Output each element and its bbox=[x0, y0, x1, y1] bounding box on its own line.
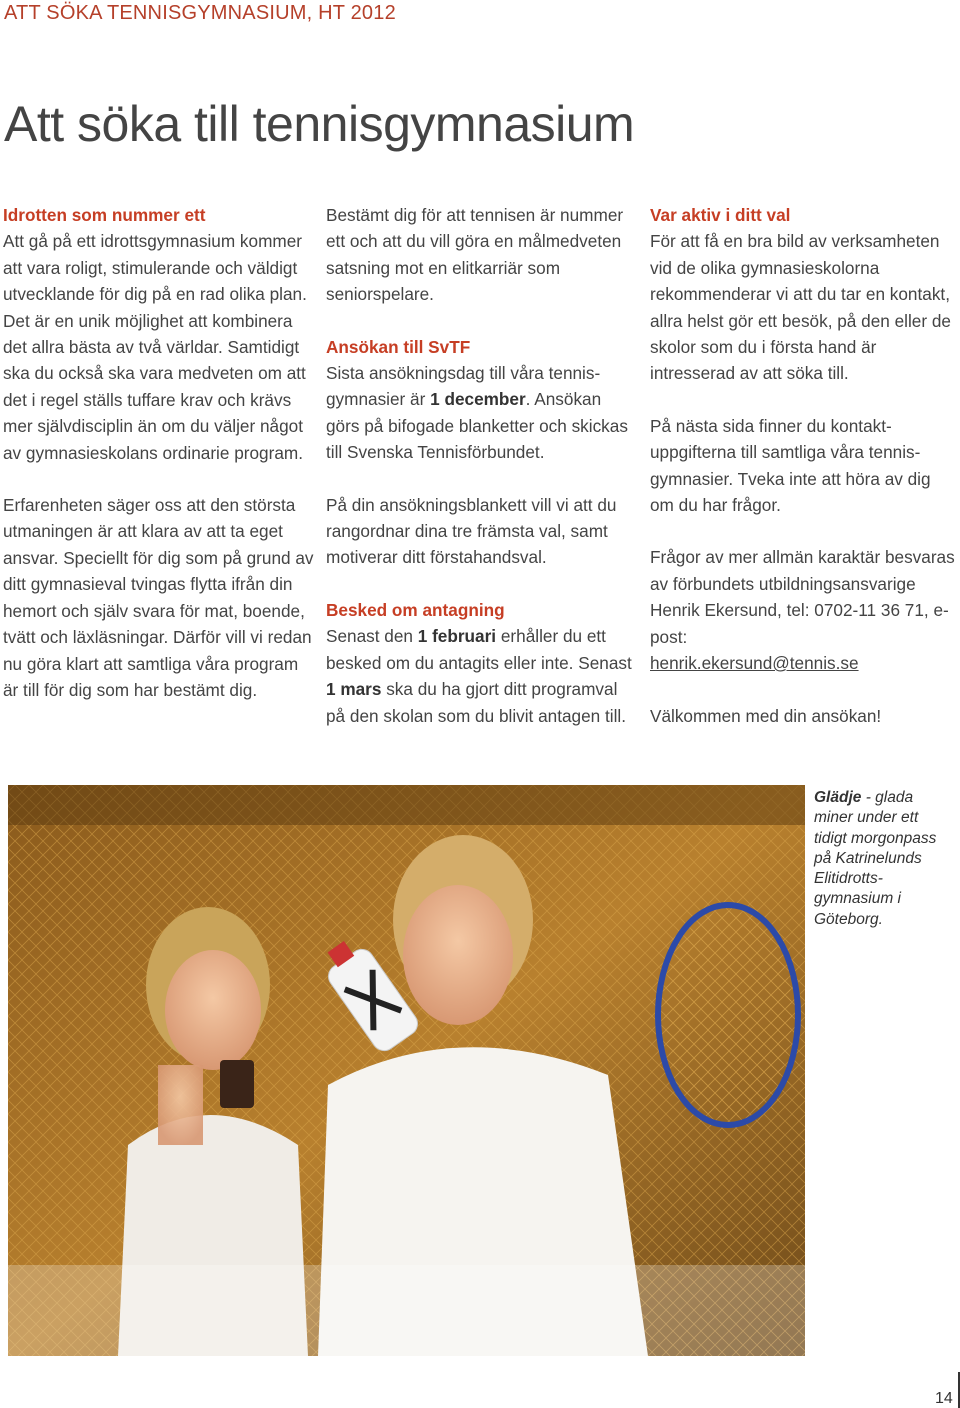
paragraph bbox=[3, 202, 315, 466]
paragraph bbox=[326, 334, 636, 466]
answer-date: 1 februari bbox=[417, 626, 497, 647]
column-left bbox=[3, 202, 315, 729]
text-run: Sista ansökningsdag till våra tennisgymnasier är bbox=[326, 363, 601, 410]
paragraph: På nästa sida finner du kontaktuppgifterna till samtliga våra tennisgymnasier. Tveka inte att höra av dig om du har frågor. bbox=[650, 415, 931, 516]
text-run: Senast den bbox=[326, 626, 418, 647]
caption-bold: Glädje bbox=[814, 789, 862, 806]
section-heading: Besked om antagning bbox=[326, 599, 505, 620]
page-title: Att söka till tennisgymnasium bbox=[4, 96, 635, 152]
caption-text: - glada miner under ett tidigt morgonpass på Katrinelunds Elitidrottsgymnasium i Göteborg. bbox=[814, 789, 937, 928]
paragraph-text: Att gå på ett idrottsgymnasium kommer att vara roligt, stimulerande och väldigt utvecklande för dig på en rad olika plan. Det är en unik möjlighet att kombinera det allra bästa av två världar. Samtidigt ska du också ska vara medveten om att det i regel ställs tuffare krav och krävs mer självdisciplin än om du väljer något av gymnasieskolans ordinarie program. bbox=[3, 231, 307, 463]
email-link[interactable]: henrik.ekersund@tennis.se bbox=[650, 653, 859, 674]
section-heading: Var aktiv i ditt val bbox=[650, 205, 791, 225]
photo-caption bbox=[814, 788, 954, 930]
paragraph bbox=[326, 597, 636, 729]
paragraph: Bestämt dig för att tennisen är nummer ett och att du vill göra en målmedveten satsning mot en elitkarriär som seniorspelare. bbox=[326, 205, 624, 305]
text-run: . Ansökan görs på bifogade blanketter och skickas till Svenska Tennisförbundet. bbox=[326, 389, 628, 463]
choice-date: 1 mars bbox=[326, 679, 382, 700]
text-run: ska du ha gjort ditt programval på den skolan som du blivit antagen till. bbox=[326, 679, 627, 726]
column-middle bbox=[326, 202, 636, 755]
deadline-date: 1 december bbox=[430, 389, 526, 410]
paragraph-text: Frågor av mer allmän karaktär besvaras av förbundets utbildningsansvarige Henrik Ekersund, tel: 0702-11 36 71, e-post: bbox=[650, 547, 955, 647]
section-heading: Ansökan till SvTF bbox=[326, 336, 471, 357]
coffee-cup bbox=[220, 1060, 254, 1108]
page-number: 14 bbox=[935, 1390, 953, 1407]
face-right bbox=[403, 885, 513, 1025]
tennis-players-photo bbox=[8, 785, 805, 1356]
paragraph bbox=[650, 544, 955, 676]
text-run: erhåller du ett besked om du antagits eller inte. Senast bbox=[326, 626, 632, 673]
paragraph-text: För att få en bra bild av verksamheten vid de olika gymnasieskolorna rekommenderar vi att du tar en kontakt, allra helst gör ett besök, på den eller de skolor som du i första hand är intresserad av att söka till. bbox=[650, 231, 951, 384]
paragraph: På din ansökningsblankett vill vi att du rangordnar dina tre främsta val, samt motiverar ditt förstahandsval. bbox=[326, 494, 617, 568]
paragraph bbox=[650, 202, 955, 387]
running-header: ATT SÖKA TENNISGYMNASIUM, HT 2012 bbox=[4, 2, 396, 24]
paragraph: Erfarenheten säger oss att den största utmaningen är att klara av att ta eget ansvar. Speciellt för dig som på grund av ditt gymnasieval tvingas flytta ifrån din hemort och själv svara för mat, boende, tvätt och läxläsningar. Därför vill vi redan nu göra klart att samtliga våra program är till för dig som har bestämt dig. bbox=[3, 495, 314, 700]
closing-line: Välkommen med din ansökan! bbox=[650, 705, 882, 726]
column-right bbox=[650, 202, 955, 755]
section-heading: Idrotten som nummer ett bbox=[3, 205, 206, 225]
face-left bbox=[165, 950, 261, 1070]
